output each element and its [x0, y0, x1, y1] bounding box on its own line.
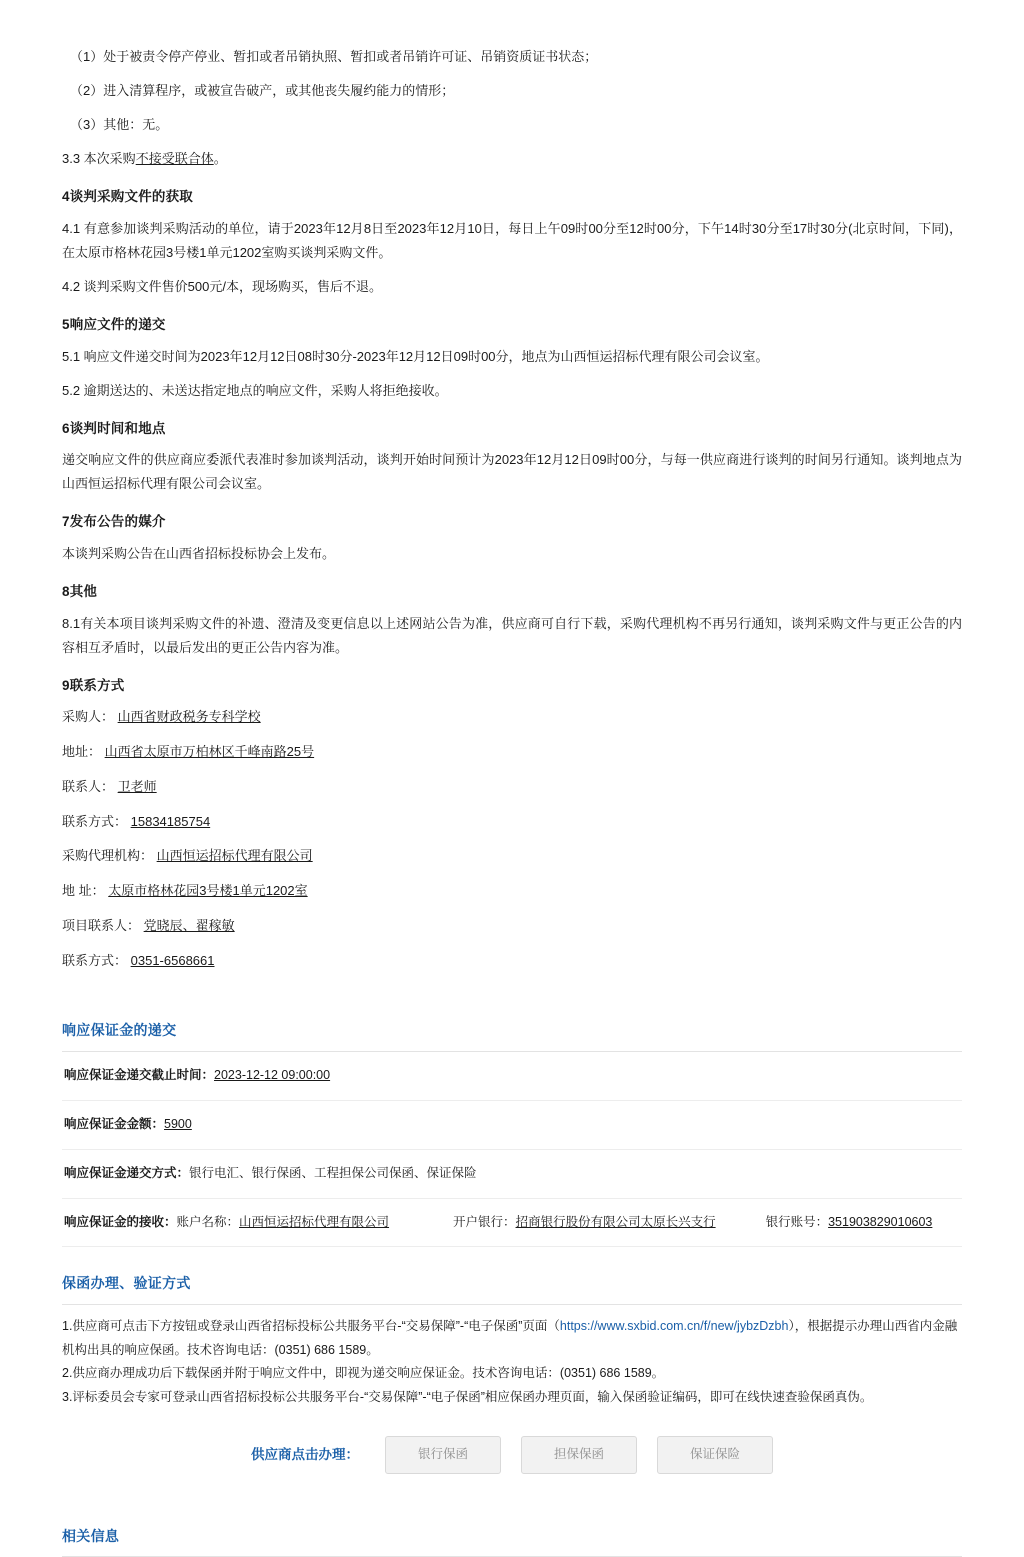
section-7-para-1: 本谈判采购公告在山西省招标投标协会上发布。: [62, 546, 336, 562]
deposit-receiver-label: 响应保证金的接收：: [64, 1214, 177, 1229]
surety-guarantee-button[interactable]: 担保保函: [521, 1436, 637, 1474]
account-name-label: 账户名称：: [176, 1214, 240, 1229]
contact-label: 联系方式：: [62, 952, 128, 968]
account-name-value: 山西恒运招标代理有限公司: [239, 1214, 390, 1229]
guarantee-insurance-button[interactable]: 保证保险: [657, 1436, 773, 1474]
deposit-method-label: 响应保证金递交方式：: [64, 1165, 190, 1180]
contact-value: 党晓辰、翟稼敏: [143, 917, 235, 933]
contact-value: 太原市格林花园3号楼1单元1202室: [108, 883, 308, 899]
contact-label: 联系方式：: [62, 813, 128, 829]
contact-value: 山西省财政税务专科学校: [117, 709, 261, 725]
guarantee-button-row: [62, 1414, 962, 1484]
clause-3-3-suffix: 。: [213, 151, 227, 167]
guarantee-line-1-post: ），根据提示办理山西省内金融机构出具的响应保函。技术咨询电话：(0351) 686 1589。: [62, 1318, 958, 1357]
contact-label: 项目联系人：: [62, 917, 141, 933]
contact-row-agency-address: [62, 874, 962, 909]
guarantee-line-1-pre: 1.供应商可点击下方按钮或登录山西省招标投标公共服务平台-“交易保障”-“电子保函”页面（: [62, 1318, 560, 1333]
guarantee-button-prompt: 供应商点击办理：: [251, 1447, 359, 1463]
contact-value: 山西恒运招标代理有限公司: [156, 848, 313, 864]
disqualification-list: [62, 40, 962, 142]
spacer: [62, 978, 962, 1012]
section-heading-5: 5响应文件的递交: [62, 316, 166, 332]
contact-label: 地 址：: [62, 883, 105, 899]
clause-3-3: [62, 142, 962, 176]
disqualification-item-3: （3）其他：无。: [70, 117, 169, 133]
spacer: [62, 1484, 962, 1518]
section-6-para-1: 递交响应文件的供应商应委派代表准时参加谈判活动，谈判开始时间预计为2023年12月12日09时00分，与每一供应商进行谈判的时间另行通知。谈判地点为山西恒运招标代理有限公司会议室。: [62, 452, 962, 492]
section-heading-9: 9联系方式: [62, 677, 125, 693]
guarantee-line-2: 2.供应商办理成功后下载保函并附于响应文件中，即视为递交响应保证金。技术咨询电话：(0351) 686 1589。: [62, 1366, 665, 1381]
disqualification-item-1: （1）处于被责令停产停业、暂扣或者吊销执照、暂扣或者吊销许可证、吊销资质证书状态；: [70, 49, 598, 64]
deposit-section-title: 响应保证金的递交: [62, 1022, 177, 1039]
bank-name-label: 开户银行：: [453, 1214, 516, 1229]
contact-label: 联系人：: [62, 778, 115, 794]
contact-label: 地址：: [62, 744, 102, 760]
section-8-para-1: 8.1有关本项目谈判采购文件的补遗、澄清及变更信息以上述网站公告为准，供应商可自行下载，采购代理机构不再另行通知，谈判采购文件与更正公告的内容相互矛盾时，以最后发出的更正公告内容为准。: [62, 615, 962, 655]
contact-value: 0351-6568661: [130, 952, 215, 968]
section-heading-8: 8其他: [62, 584, 98, 600]
section-5-para-1: 5.1 响应文件递交时间为2023年12月12日08时30分-2023年12月12日09时00分，地点为山西恒运招标代理有限公司会议室。: [62, 348, 769, 364]
contact-row-phone: [62, 805, 962, 840]
guarantee-platform-link[interactable]: https://www.sxbid.com.cn/f/new/jybzDzbh: [559, 1318, 789, 1333]
account-name-cell: [177, 1212, 390, 1234]
spacer: [62, 1247, 962, 1265]
section-heading-6: 6谈判时间和地点: [62, 420, 166, 436]
deposit-method-row: [62, 1150, 962, 1199]
guarantee-section-title: 保函办理、验证方式: [62, 1275, 191, 1292]
section-heading-4: 4谈判采购文件的获取: [62, 189, 194, 205]
section-4-para-1: 4.1 有意参加谈判采购活动的单位，请于2023年12月8日至2023年12月10日，每日上午09时00分至12时00分，下午14时30分至17时30分(北京时间，下同)，在太原市格林花园3号楼1单元1202室购买谈判采购文件。: [62, 220, 962, 260]
bank-account-label: 银行账号：: [765, 1214, 829, 1229]
guarantee-line-1: [62, 1315, 962, 1363]
contact-value: 山西省太原市万柏林区千峰南路25号: [104, 744, 315, 760]
deposit-deadline-label: 响应保证金递交截止时间：: [64, 1067, 215, 1082]
section-5-para-2: 5.2 逾期送达的、未送达指定地点的响应文件，采购人将拒绝接收。: [62, 382, 448, 398]
related-section: [62, 1518, 962, 1557]
section-4-para-2: 4.2 谈判采购文件售价500元/本，现场购买，售后不退。: [62, 278, 382, 294]
bank-guarantee-button[interactable]: 银行保函: [385, 1436, 501, 1474]
deposit-amount-row: [62, 1101, 962, 1150]
disqualification-item-2: （2）进入清算程序，或被宣告破产，或其他丧失履约能力的情形；: [70, 83, 455, 99]
section-heading-7: 7发布公告的媒介: [62, 514, 166, 530]
contact-row-purchaser: [62, 700, 962, 735]
deposit-method-value: 银行电汇、银行保函、工程担保公司保函、保证保险: [189, 1165, 477, 1180]
bank-name-value: 招商银行股份有限公司太原长兴支行: [515, 1214, 716, 1229]
guarantee-section: [62, 1265, 962, 1483]
deposit-deadline-value: 2023-12-12 09:00:00: [214, 1067, 331, 1082]
contact-value: 卫老师: [117, 778, 157, 794]
contact-label: 采购代理机构：: [62, 848, 154, 864]
deposit-amount-label: 响应保证金金额：: [64, 1116, 165, 1131]
guarantee-line-3: 3.评标委员会专家可登录山西省招标投标公共服务平台-“交易保障”-“电子保函”相应保函办理页面，输入保函验证编码，即可在线快速查验保函真伪。: [62, 1390, 873, 1405]
clause-3-3-underline: 不接受联合体: [135, 151, 214, 167]
contact-value: 15834185754: [130, 813, 211, 829]
contact-row-address: [62, 735, 962, 770]
contact-row-project-person: [62, 909, 962, 944]
clause-3-3-prefix: 3.3 本次采购: [62, 151, 136, 167]
contact-row-agency: [62, 839, 962, 874]
bank-account-cell: [766, 1212, 933, 1234]
contact-row-person: [62, 770, 962, 805]
deposit-amount-value: 5900: [164, 1116, 192, 1131]
deposit-deadline-row: [62, 1052, 962, 1101]
contact-row-project-phone: [62, 944, 962, 979]
guarantee-instructions: [62, 1305, 962, 1414]
deposit-receiver-row: [62, 1199, 962, 1248]
bank-name-cell: [453, 1212, 716, 1234]
related-section-title: 相关信息: [62, 1527, 120, 1544]
bank-account-value: 351903829010603: [828, 1214, 933, 1229]
contact-label: 采购人：: [62, 709, 115, 725]
deposit-section: [62, 1012, 962, 1247]
